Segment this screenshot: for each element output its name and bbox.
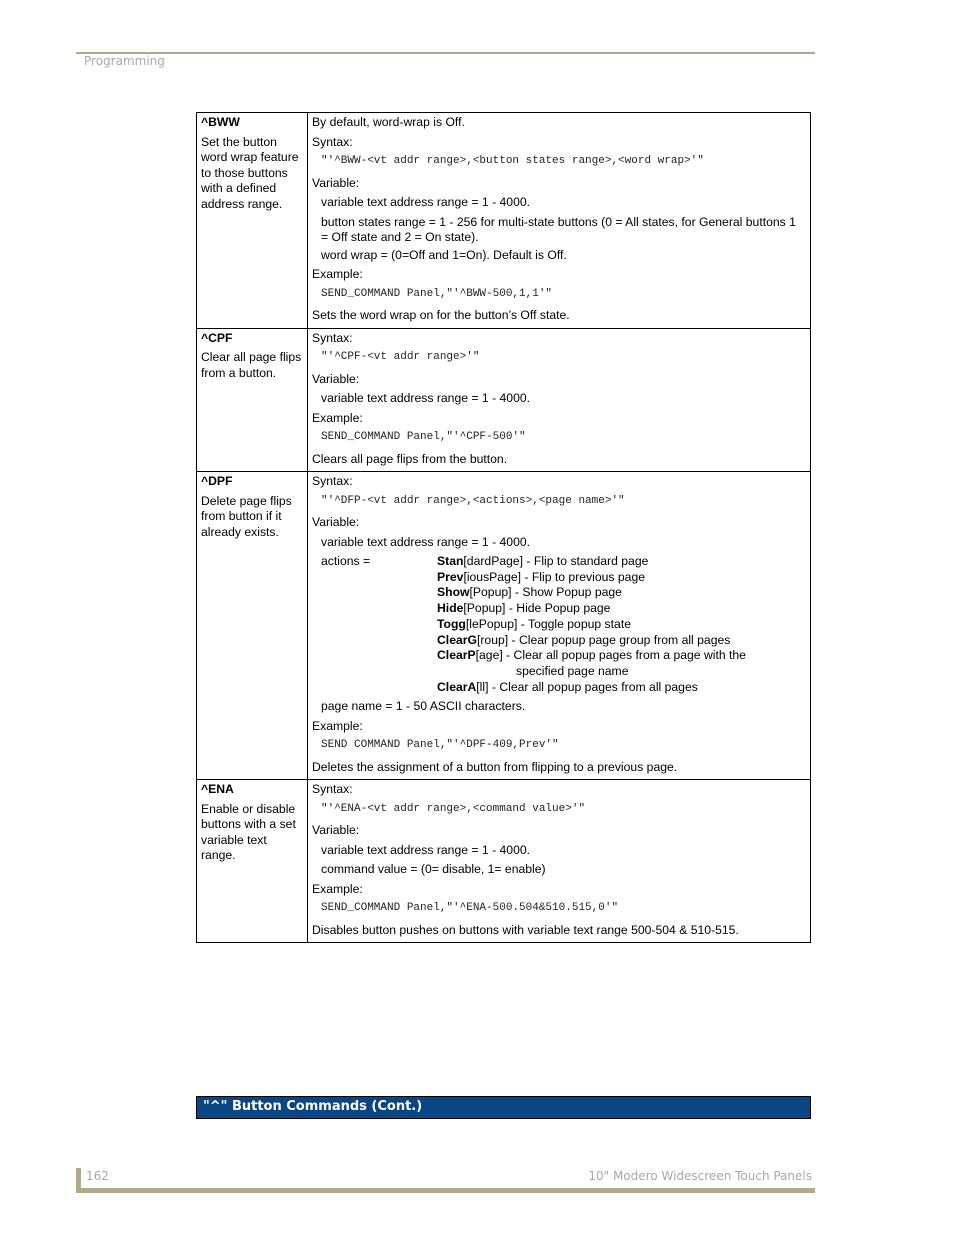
result-text: Sets the word wrap on for the button’s Off state. [312,308,570,322]
example-label: Example: [312,267,363,281]
variable-label: Variable: [312,175,360,190]
command-description: Clear all page flips from a button. [201,350,302,380]
variable-text: button states range = 1 - 256 for multi-state buttons (0 = All states, for General buttons 1 = Off state and 2 = On state). [321,214,796,244]
variable-text: variable text address range = 1 - 4000. [321,195,531,209]
example-code: SEND_COMMAND Panel,"'^CPF-500'" [321,431,526,443]
variable-text: variable text address range = 1 - 4000. [321,391,531,405]
table-row [197,780,811,943]
action-item: Stan[dardPage] - Flip to standard page [437,554,649,568]
command-name: ^ENA [201,782,234,797]
example-label: Example: [312,718,363,733]
variable-text: word wrap = (0=Off and 1=On). Default is Off. [321,247,567,262]
example-code: SEND_COMMAND Panel,"'^BWW-500,1,1'" [321,287,553,300]
table-row [197,113,811,329]
action-item: Prev[iousPage] - Flip to previous page [437,569,646,584]
example-label: Example: [312,410,363,425]
syntax-label: Syntax: [312,474,353,488]
example-code: SEND COMMAND Panel,"'^DPF-409,Prev'" [321,739,559,752]
table-row [197,328,811,472]
header-rule [76,52,815,54]
document-title: 10" Modero Widescreen Touch Panels [588,1169,812,1183]
table-row [197,472,811,780]
example-label: Example: [312,881,363,896]
action-item: ClearP[age] - Clear all popup pages from a page with the [437,648,746,663]
action-item: Hide[Popup] - Hide Popup page [437,601,611,616]
actions-values [437,554,746,695]
example-code: SEND_COMMAND Panel,"'^ENA-500.504&510.515,0'" [321,902,619,915]
command-name: ^CPF [201,330,233,345]
syntax-code: "'^DFP-<vt addr range>,<actions>,<page name>'" [321,494,625,507]
table-title-bar: "^" Button Commands (Cont.) [196,1096,811,1119]
variable-text: variable text address range = 1 - 4000. [321,534,531,549]
actions-label: actions = [321,554,371,568]
actions-list [321,554,806,695]
running-header: Programming [84,54,165,68]
details-cell [308,472,811,780]
note: By default, word-wrap is Off. [312,115,465,129]
syntax-code: "'^ENA-<vt addr range>,<command value>'" [321,802,586,815]
syntax-label: Syntax: [312,782,353,797]
command-description: Delete page flips from button if it already exists. [201,493,292,539]
variable-text: page name = 1 - 50 ASCII characters. [321,699,526,714]
action-item-continued: specified page name [516,663,629,678]
button-commands-table [196,112,811,943]
command-description: Enable or disable buttons with a set variable text range. [201,801,296,863]
page-number: 162 [86,1169,109,1183]
result-text: Deletes the assignment of a button from flipping to a previous page. [312,759,678,774]
action-item: ClearG[roup] - Clear popup page group from all pages [437,632,731,647]
action-item: Togg[lePopup] - Toggle popup state [437,616,631,631]
command-cell [197,780,308,943]
command-name: ^BWW [201,115,240,129]
command-name: ^DPF [201,474,233,488]
footer-rule [76,1188,815,1193]
syntax-label: Syntax: [312,330,353,345]
variable-text: command value = (0= disable, 1= enable) [321,862,546,877]
variable-text: variable text address range = 1 - 4000. [321,842,531,857]
syntax-label: Syntax: [312,134,353,149]
syntax-code: "'^CPF-<vt addr range>'" [321,351,480,363]
details-cell [308,328,811,472]
variable-label: Variable: [312,371,360,386]
command-cell [197,113,308,329]
syntax-code: "'^BWW-<vt addr range>,<button states range>,<word wrap>'" [321,155,704,167]
action-item: ClearA[ll] - Clear all popup pages from all pages [437,679,698,694]
variable-label: Variable: [312,515,360,529]
variable-label: Variable: [312,823,360,838]
result-text: Disables button pushes on buttons with variable text range 500-504 & 510-515. [312,922,739,937]
action-item: Show[Popup] - Show Popup page [437,585,622,600]
details-cell [308,113,811,329]
command-cell [197,472,308,780]
result-text: Clears all page flips from the button. [312,451,508,466]
command-cell [197,328,308,472]
command-description: Set the button word wrap feature to those buttons with a defined address range. [201,134,299,211]
details-cell [308,780,811,943]
